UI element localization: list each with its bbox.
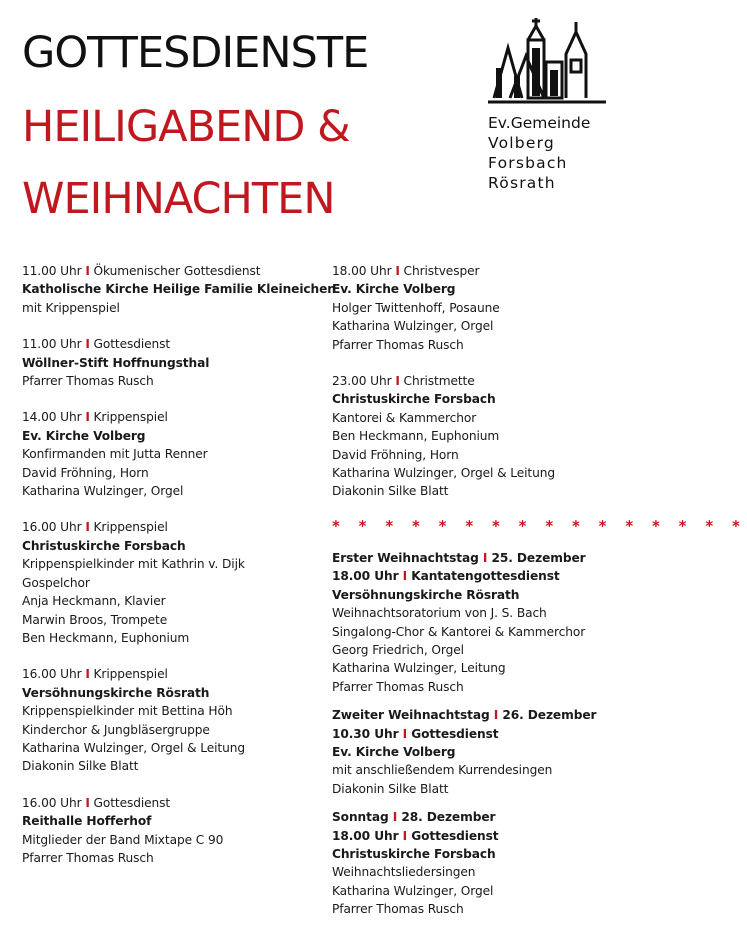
event-detail: Marwin Broos, Trompete [22,612,168,627]
event-detail: Katharina Wulzinger, Orgel [332,319,494,334]
event-type: Ökumenischer Gottesdienst [93,264,261,278]
event-detail: Katharina Wulzinger, Orgel [22,484,184,499]
event-type: Krippenspiel [93,520,168,535]
event-item [332,262,617,354]
event-location: Ev. Kirche Volberg [332,282,456,297]
event-type: Kantatengottesdienst [411,569,560,584]
event-location: Ev. Kirche Volberg [332,744,456,759]
title-weihnachten: WEIHNACHTEN [22,174,335,224]
event-item [22,408,318,500]
event-detail: Holger Twittenhoff, Posaune [332,300,500,315]
event-day: Erster Weihnachtstag [332,550,479,565]
event-location: Christuskirche Forsbach [22,538,186,553]
event-time: 16.00 Uhr [22,795,82,810]
event-type: Gottesdienst [411,726,499,741]
event-detail: Katharina Wulzinger, Leitung [332,661,506,676]
event-detail: Pfarrer Thomas Rusch [332,679,464,694]
event-type: Krippenspiel [93,410,168,425]
event-detail: Kinderchor & Jungbläsergruppe [22,722,210,737]
event-location: Christuskirche Forsbach [332,392,496,407]
event-time: 16.00 Uhr [22,520,82,535]
event-detail: Pfarrer Thomas Rusch [22,374,154,389]
event-time: 18.00 Uhr [332,264,392,278]
logo-line-2: Volberg [488,134,555,152]
event-detail: Pfarrer Thomas Rusch [332,902,464,917]
title-heiligabend: HEILIGABEND & [22,102,350,152]
event-detail: Mitglieder der Band Mixtape C 90 [22,832,224,847]
event-type: Gottesdienst [93,337,171,352]
event-detail: Diakonin Silke Blatt [332,781,449,796]
event-time: 10.30 Uhr [332,726,399,741]
divider: I [482,550,488,565]
event-type: Krippenspiel [93,667,168,682]
event-detail: Weihnachtsoratorium von J. S. Bach [332,606,547,621]
event-day: Zweiter Weihnachtstag [332,708,490,723]
event-detail: Katharina Wulzinger, Orgel & Leitung [22,740,245,755]
event-detail: Diakonin Silke Blatt [22,759,139,774]
event-item [22,794,318,868]
event-detail: Katharina Wulzinger, Orgel [332,883,494,898]
event-item [22,335,318,390]
event-time: 11.00 Uhr [22,264,82,278]
event-location: Wöllner-Stift Hoffnungsthal [22,355,210,370]
event-item [22,665,318,775]
event-date: 26. Dezember [502,708,597,723]
event-detail: David Fröhning, Horn [22,465,149,480]
event-detail: Pfarrer Thomas Rusch [22,850,154,865]
event-location: Reithalle Hofferhof [22,814,152,829]
event-detail: Diakonin Silke Blatt [332,484,449,499]
divider: I [85,667,90,682]
divider: I [395,374,400,389]
event-detail: Ben Heckmann, Euphonium [332,429,500,444]
event-location: Katholische Kirche Heilige Familie Kleineichen [22,282,336,297]
logo-line-1: Ev.Gemeinde [488,114,591,132]
star-separator: * * * * * * * * * * * * * * * * [332,516,747,535]
event-detail: mit anschließendem Kurrendesingen [332,763,553,778]
event-detail: mit Krippenspiel [22,300,120,315]
divider: I [85,264,90,278]
event-type: Gottesdienst [93,795,171,810]
event-location: Christuskirche Forsbach [332,846,496,861]
event-date: 28. Dezember [401,810,496,825]
event-detail: Gospelchor [22,575,90,590]
event-item [332,372,617,501]
right-column [332,262,747,929]
divider: I [85,795,90,810]
event-item [332,808,617,918]
event-item [22,518,318,647]
event-detail: Weihnachtsliedersingen [332,865,476,880]
divider: I [402,569,408,584]
divider: I [85,337,90,352]
event-detail: Singalong-Chor & Kantorei & Kammerchor [332,624,586,639]
event-item [332,706,617,798]
divider: I [395,264,400,278]
event-day: Sonntag [332,810,389,825]
event-time: 23.00 Uhr [332,374,392,389]
divider: I [85,410,90,425]
event-type: Christmette [403,374,475,389]
logo-line-3: Forsbach [488,154,568,172]
divider: I [402,828,408,843]
event-item [22,262,336,317]
event-type: Christvesper [403,264,480,278]
event-item [332,549,617,696]
left-column [22,262,336,885]
event-time: 18.00 Uhr [332,828,399,843]
event-date: 25. Dezember [491,550,586,565]
event-time: 14.00 Uhr [22,410,82,425]
church-icon [488,18,606,114]
logo-line-4: Rösrath [488,174,556,192]
event-detail: David Fröhning, Horn [332,447,459,462]
divider: I [493,708,499,723]
event-location: Ev. Kirche Volberg [22,428,146,443]
divider: I [392,810,398,825]
event-detail: Pfarrer Thomas Rusch [332,337,464,352]
event-detail: Krippenspielkinder mit Kathrin v. Dijk [22,557,245,572]
divider: I [402,726,408,741]
event-type: Gottesdienst [411,828,499,843]
event-detail: Kantorei & Kammerchor [332,410,477,425]
event-location: Versöhnungskirche Rösrath [332,587,520,602]
event-detail: Katharina Wulzinger, Orgel & Leitung [332,466,555,481]
event-detail: Anja Heckmann, Klavier [22,594,166,609]
title-gottesdienste: GOTTESDIENSTE [22,28,369,78]
event-location: Versöhnungskirche Rösrath [22,685,210,700]
event-detail: Krippenspielkinder mit Bettina Höh [22,704,233,719]
event-time: 16.00 Uhr [22,667,82,682]
event-detail: Ben Heckmann, Euphonium [22,630,190,645]
event-time: 18.00 Uhr [332,569,399,584]
divider: I [85,520,90,535]
event-time: 11.00 Uhr [22,337,82,352]
event-detail: Georg Friedrich, Orgel [332,642,464,657]
church-logo [488,18,606,198]
event-detail: Konfirmanden mit Jutta Renner [22,447,208,462]
